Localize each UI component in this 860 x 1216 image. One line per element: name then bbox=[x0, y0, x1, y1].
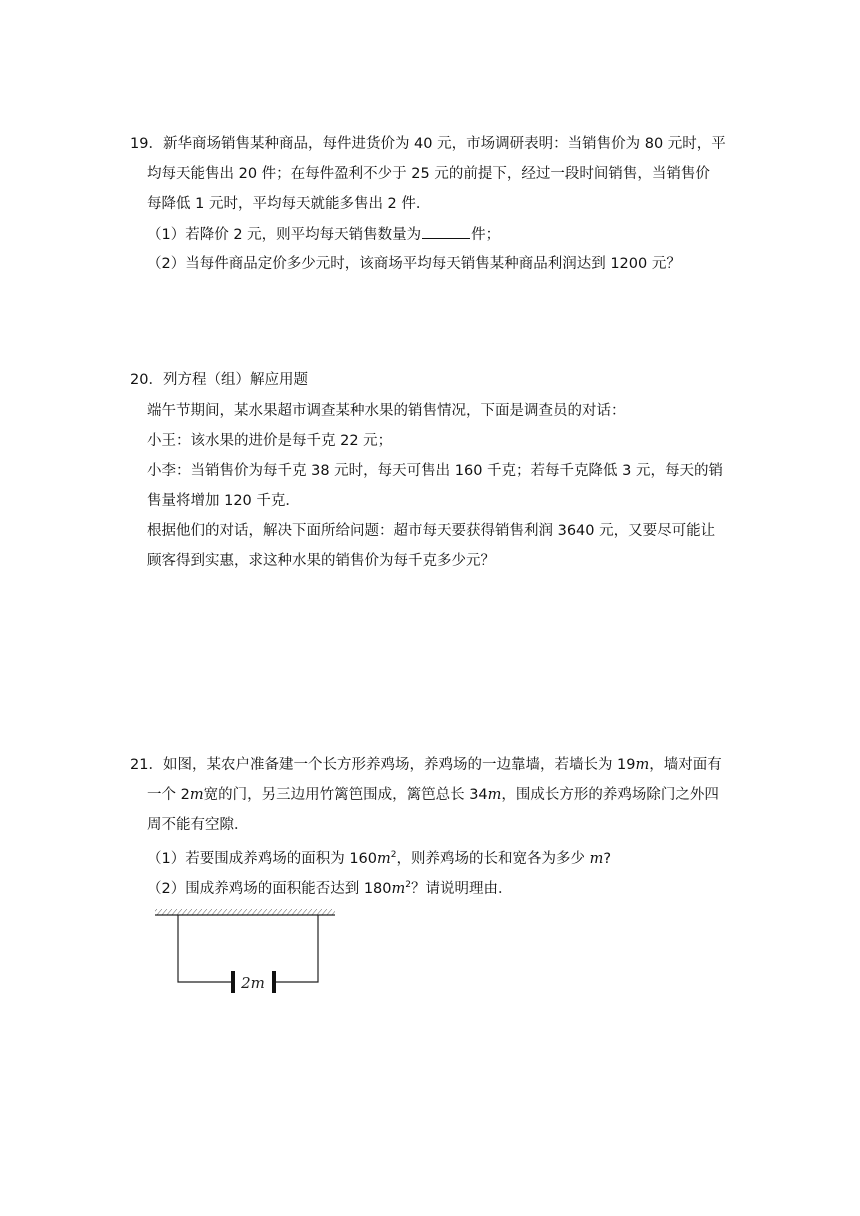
q20-line-4: 小李：当销售价为每千克 38 元时，每天可售出 160 千克；若每千克降低 3 元，每天的销 bbox=[147, 463, 724, 479]
q21-subquestion-1 bbox=[147, 845, 611, 869]
q20-line-2: 端午节期间，某水果超市调查某种水果的销售情况，下面是调查员的对话： bbox=[147, 403, 626, 419]
q21-line-3: 周不能有空隙． bbox=[147, 817, 249, 833]
q19-line-2: 均每天能售出 20 件；在每件盈利不少于 25 元的前提下，经过一段时间销售，当销售价 bbox=[147, 166, 710, 182]
q19-sub1-suffix: 件； bbox=[471, 227, 501, 243]
gate-width-label: 2m bbox=[241, 974, 265, 992]
q19-subquestion-1 bbox=[147, 224, 500, 245]
q20-title: 20．列方程（组）解应用题 bbox=[130, 372, 308, 388]
unit-meter: m bbox=[189, 787, 204, 803]
wall-hatching bbox=[155, 909, 335, 915]
unit-meter: m bbox=[589, 851, 604, 867]
gate-post-right bbox=[272, 971, 276, 993]
q21-line-2 bbox=[147, 785, 719, 805]
q20-line-3: 小王：该水果的进价是每千克 22 元； bbox=[147, 433, 393, 449]
q19-subquestion-2: （2）当每件商品定价多少元时，该商场平均每天销售某种商品利润达到 1200 元？ bbox=[147, 256, 681, 272]
q21-line-1-text: 21．如图，某农户准备建一个长方形养鸡场，养鸡场的一边靠墙，若墙长为 19 bbox=[130, 757, 636, 773]
fence-right bbox=[274, 915, 318, 982]
q21-sub1-text: （1）若要围成养鸡场的面积为 160 bbox=[147, 851, 378, 867]
q20-line-7: 顾客得到实惠，求这种水果的销售价为每千克多少元？ bbox=[147, 553, 495, 569]
q21-subquestion-2 bbox=[147, 875, 513, 899]
answer-blank bbox=[422, 224, 470, 239]
unit-meter: m bbox=[391, 881, 406, 897]
q21-sub1-text-b: ，则养鸡场的长和宽各为多少 bbox=[396, 851, 590, 867]
q19-line-3: 每降低 1 元时，平均每天就能多售出 2 件． bbox=[147, 196, 431, 212]
coop-diagram bbox=[150, 905, 350, 1005]
q20-line-6: 根据他们的对话，解决下面所给问题：超市每天要获得销售利润 3640 元，又要尽可能让 bbox=[147, 523, 716, 539]
q21-line-2-text: 一个 2 bbox=[147, 787, 190, 803]
fence-left bbox=[178, 915, 232, 982]
q21-line-1-text-b: ，墙对面有 bbox=[649, 757, 722, 773]
q21-line-1 bbox=[130, 755, 722, 775]
q21-line-2-text-c: ，围成长方形的养鸡场除门之外四 bbox=[501, 787, 719, 803]
q20-line-5: 售量将增加 120 千克． bbox=[147, 493, 300, 509]
square-exponent: 2 bbox=[405, 880, 411, 890]
unit-meter: m bbox=[377, 851, 391, 867]
q21-sub2-text-b: ？请说明理由． bbox=[411, 881, 513, 897]
unit-meter: m bbox=[487, 787, 502, 803]
square-exponent: 2 bbox=[390, 850, 397, 860]
q19-line-1: 19．新华商场销售某种商品，每件进货价为 40 元，市场调研表明：当销售价为 80 元时，平 bbox=[130, 136, 726, 152]
q21-sub1-text-c: ? bbox=[603, 851, 612, 867]
gate-post-left bbox=[231, 971, 235, 993]
q21-line-2-text-b: 宽的门，另三边用竹篱笆围成，篱笆总长 34 bbox=[203, 787, 488, 803]
q19-sub1-text: （1）若降价 2 元，则平均每天销售数量为 bbox=[147, 227, 422, 243]
q21-sub2-text: （2）围成养鸡场的面积能否达到 180 bbox=[147, 881, 392, 897]
unit-meter: m bbox=[635, 757, 650, 773]
